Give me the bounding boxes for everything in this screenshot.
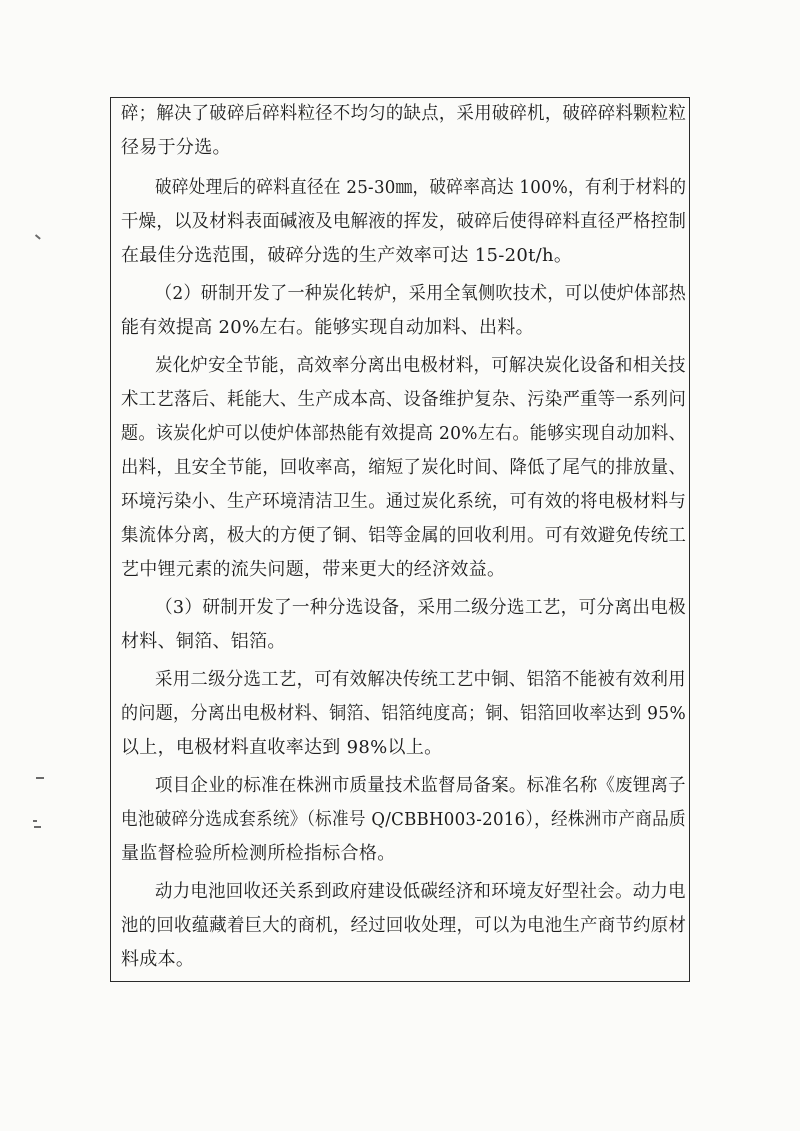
paragraph-start-line: （2）研制开发了一种炭化转炉，采用全氧侧吹技术，可以使炉体部热	[155, 283, 687, 304]
text-line: 以上，电极材料直收率达到 98%以上。	[121, 737, 443, 758]
paragraph-start-line: 项目企业的标准在株洲市质量技术监督局备案。标准名称《废锂离子	[155, 775, 686, 796]
scan-mark	[34, 826, 41, 828]
text-line: 量监督检验所检测所检指标合格。	[121, 843, 396, 864]
text-line: 在最佳分选范围，破碎分选的生产效率可达 15-20t/h。	[121, 245, 573, 266]
text-line: 干燥，以及材料表面碱液及电解液的挥发，破碎后使得碎料直径严格控制	[121, 211, 687, 232]
text-line: 径易于分选。	[121, 137, 231, 158]
text-line: 电池破碎分选成套系统》（标准号 Q/CBBH003-2016），经株洲市产商品质	[121, 809, 686, 830]
paragraph-start-line: （3）研制开发了一种分选设备，采用二级分选工艺，可分离出电极	[155, 597, 687, 618]
scan-mark	[35, 234, 41, 239]
text-line: 碎；解决了破碎后碎料粒径不均匀的缺点，采用破碎机，破碎碎料颗粒粒	[121, 103, 687, 124]
text-line: 环境污染小、生产环境清洁卫生。通过炭化系统，可有效的将电极材料与	[121, 491, 687, 512]
text-line: 集流体分离，极大的方便了铜、铝等金属的回收利用。可有效避免传统工	[121, 525, 687, 546]
text-line: 能有效提高 20%左右。能够实现自动加料、出料。	[121, 317, 534, 338]
text-line: 艺中锂元素的流失问题，带来更大的经济效益。	[121, 559, 506, 580]
text-line: 术工艺落后、耗能大、生产成本高、设备维护复杂、污染严重等一系列问	[121, 389, 687, 410]
paragraph-start-line: 采用二级分选工艺，可有效解决传统工艺中铜、铝箔不能被有效利用	[155, 669, 686, 690]
text-line: 的问题，分离出电极材料、铜箔、铝箔纯度高；铜、铝箔回收率达到 95%	[121, 703, 686, 724]
scan-mark	[36, 777, 44, 779]
text-line: 材料、铜箔、铝箔。	[121, 631, 286, 652]
scan-mark	[33, 820, 37, 822]
paragraph-start-line: 动力电池回收还关系到政府建设低碳经济和环境友好型社会。动力电	[155, 881, 686, 902]
paragraph-start-line: 破碎处理后的碎料直径在 25-30㎜，破碎率高达 100%，有利于材料的	[155, 177, 687, 198]
text-line: 池的回收蕴藏着巨大的商机，经过回收处理，可以为电池生产商节约原材	[121, 915, 687, 936]
paragraph-start-line: 炭化炉安全节能，高效率分离出电极材料，可解决炭化设备和相关技	[155, 355, 686, 376]
text-line: 题。该炭化炉可以使炉体部热能有效提高 20%左右。能够实现自动加料、	[121, 423, 686, 444]
text-line: 出料，且安全节能，回收率高，缩短了炭化时间、降低了尾气的排放量、	[121, 457, 687, 478]
text-line: 料成本。	[121, 949, 195, 970]
